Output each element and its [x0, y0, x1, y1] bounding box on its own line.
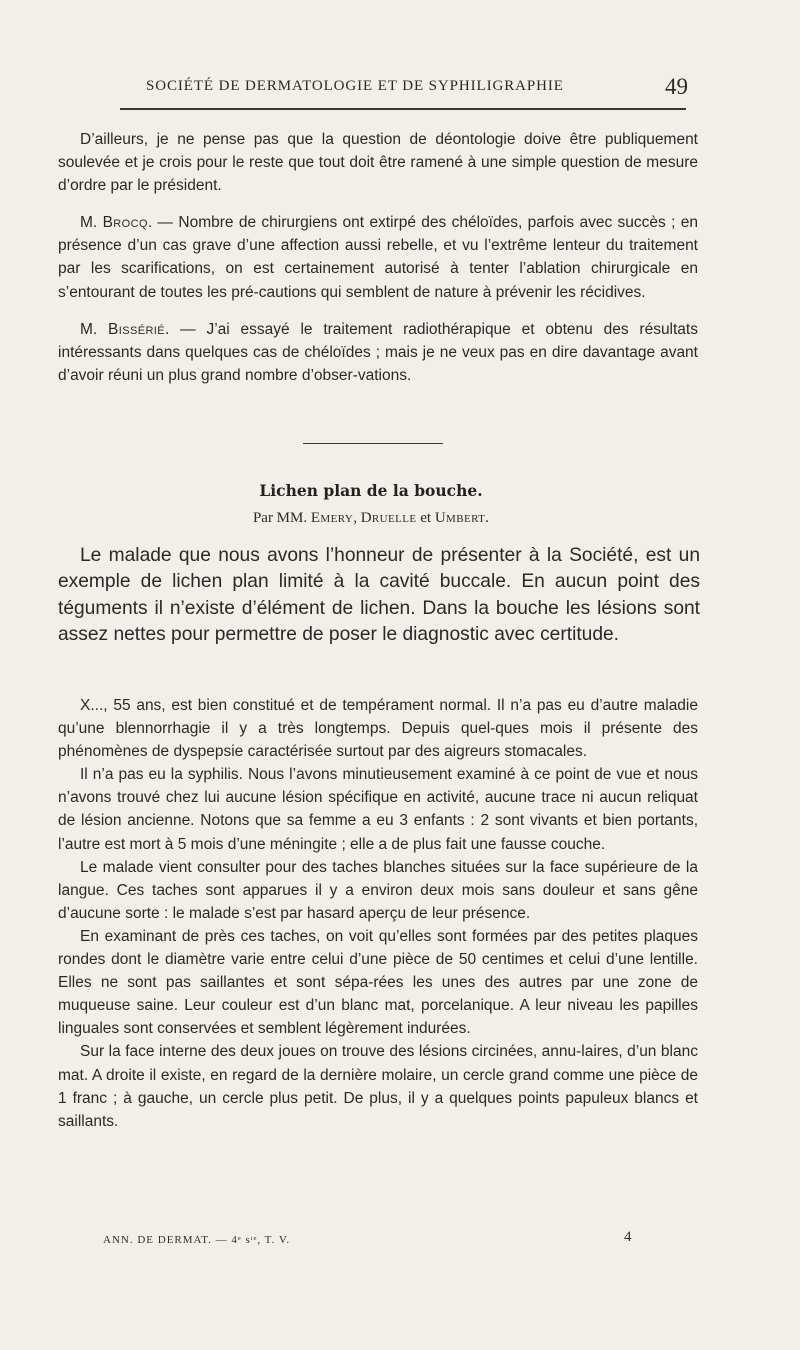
header-rule [120, 108, 686, 110]
article-lead-paragraph: Le malade que nous avons l’honneur de présenter à la Société, est un exemple de lichen plan limité à la cavité buccale. En aucun point des téguments il n’existe d’élément de lichen. Dans la bouche les lésions sont assez nettes pour permettre de poser le diagnostic avec certitude. [58, 545, 700, 646]
footer-sheet-number: 4 [624, 1229, 632, 1245]
paragraph-deontology: D’ailleurs, je ne pense pas que la question de déontologie doive être publiquement soulevée et je crois pour le reste que tout doit être ramené à une simple question de mesure d’ordre par le président. [58, 131, 698, 195]
author-separator: et [416, 510, 435, 526]
case-report [58, 694, 698, 1133]
authors-prefix: Par MM. [252, 510, 311, 526]
speaker-name-brocq: Brocq [102, 214, 148, 232]
footer-signature: ANN. DE DERMAT. — 4ᵉ sᶦᵉ, T. V. [103, 1234, 291, 1246]
article-title: Lichen plan de la bouche. [259, 481, 483, 500]
speaker-name-bisserie: Bissérié [108, 320, 165, 338]
page-number: 49 [665, 74, 688, 99]
speaker-remark-bisserie: . — J’ai essayé le traitement radiothérapique et obtenu des résultats intéressants dans quelques cas de chéloïdes ; mais je ne veux pas en dire davantage avant d’avoir réuni un plus grand nombre d’obser-vations. [58, 320, 698, 384]
authors-suffix: . [485, 510, 490, 526]
speaker-prefix: M. [80, 320, 109, 338]
speaker-remark-brocq: . — Nombre de chirurgiens ont extirpé des chéloïdes, parfois avec succès ; en présence d’un cas grave d’une affection aussi rebelle, et vu l’extrême lenteur du traitement par les scarifications, on est certainement autorisé à tenter l’ablation chirurgicale en s’entourant de toutes les pré-cautions qui semblent de nature à prévenir les récidives. [58, 214, 698, 301]
section-divider [303, 443, 443, 444]
paragraph-brocq [58, 211, 698, 303]
discussion-section [58, 128, 698, 387]
article-authors [0, 510, 742, 527]
paragraph-bisserie [58, 318, 698, 387]
case-paragraph: Il n’a pas eu la syphilis. Nous l’avons minutieusement examiné à ce point de vue et nous n’avons trouvé chez lui aucune lésion spécifique en activité, aucune trace ni aucun reliquat de lésion ancienne. Notons que sa femme a eu 3 enfants : 2 sont vivants et bien portants, l’autre est mort à 5 mois d’une méningite ; elle a de plus fait une fausse couche. [58, 766, 698, 853]
author-umbert: Umbert [434, 510, 486, 526]
case-paragraph: X..., 55 ans, est bien constitué et de tempérament normal. Il n’a pas eu d’autre maladie qu’une blennorrhagie il y a très longtemps. Depuis quel-ques mois il présente des phénomènes de dyspepsie caractérisée surtout par des aigreurs stomacales. [58, 697, 698, 761]
author-druelle: Druelle [360, 510, 417, 526]
case-paragraph: En examinant de près ces taches, on voit qu’elles sont formées par des petites plaques rondes dont le diamètre varie entre celui d’une pièce de 50 centimes et celui d’une lentille. Elles ne sont pas saillantes et sont sépa-rées les unes des autres par une zone de muqueuse saine. Leur couleur est d’un blanc mat, porcelanique. A leur niveau les papilles linguales sont conservées et semblent légèrement indurées. [58, 927, 698, 1038]
case-paragraph: Le malade vient consulter pour des taches blanches situées sur la face supérieure de la langue. Ces taches sont apparues il y a environ deux mois sans douleur et sans gêne d’aucune sorte : le malade s’est par hasard aperçu de leur présence. [58, 858, 698, 922]
author-separator: , [353, 510, 361, 526]
author-emery: Emery [310, 510, 354, 526]
speaker-prefix: M. [80, 214, 103, 232]
running-title: SOCIÉTÉ DE DERMATOLOGIE ET DE SYPHILIGRAPHIE [146, 78, 564, 94]
case-paragraph: Sur la face interne des deux joues on trouve des lésions circinées, annu-laires, d’un blanc mat. A droite il existe, en regard de la dernière molaire, un cercle grand comme une pièce de 1 franc ; à gauche, un cercle plus petit. De plus, il y a quelques points papuleux blancs et saillants. [58, 1043, 698, 1130]
running-header [60, 76, 696, 100]
